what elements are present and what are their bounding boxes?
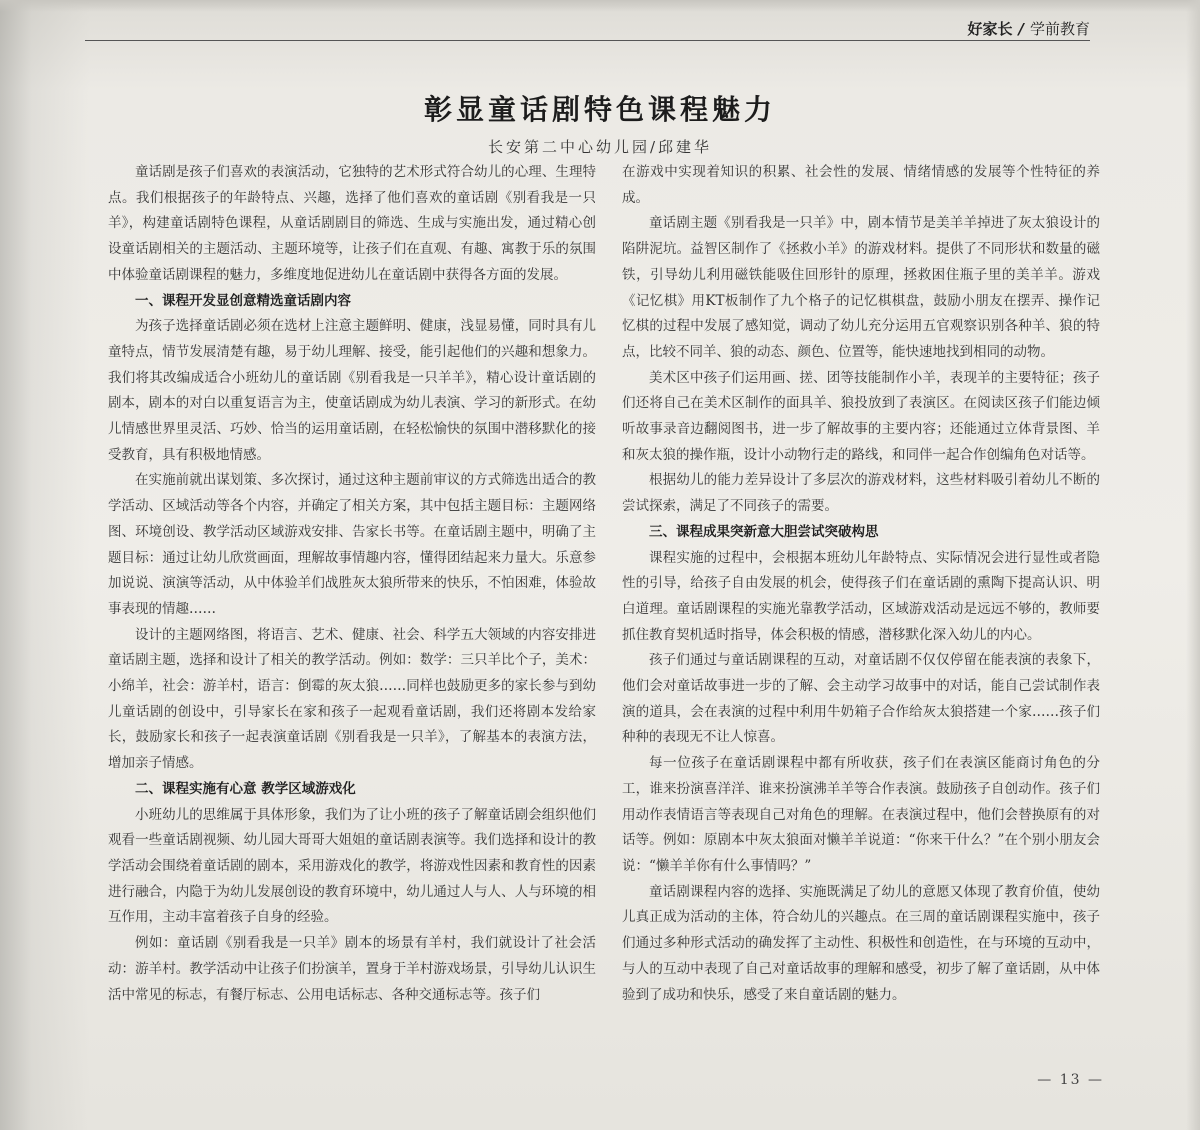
running-header <box>967 18 1090 39</box>
magazine-name: 好家长 <box>967 20 1013 38</box>
section-name: 学前教育 <box>1029 20 1090 38</box>
paragraph: 课程实施的过程中，会根据本班幼儿年龄特点、实际情况会进行显性或者隐性的引导，给孩子自由发展的机会，使得孩子们在童话剧的熏陶下提高认识、明白道理。童话剧课程的实施光靠教学活动，区域游戏活动是远远不够的，教师要抓住教育契机适时指导，体会积极的情感，潜移默化深入幼儿的内心。 <box>622 549 1100 643</box>
paragraph: 设计的主题网络图，将语言、艺术、健康、社会、科学五大领域的内容安排进童话剧主题，选择和设计了相关的教学活动。例如：数学：三只羊比个子，美术：小绵羊，社会：游羊村，语言：倒霉的灰太狼……同样也鼓励更多的家长参与到幼儿童话剧的创设中，引导家长在家和孩子一起观看童话剧，我们还将剧本发给家长，鼓励家长和孩子一起表演童话剧《别看我是一只羊》，了解基本的表演方法，增加亲子情感。 <box>108 626 596 772</box>
paragraph: 为孩子选择童话剧必须在选材上注意主题鲜明、健康，浅显易懂，同时具有儿童特点，情节发展清楚有趣，易于幼儿理解、接受，能引起他们的兴趣和想象力。我们将其改编成适合小班幼儿的童话剧《别看我是一只羊羊》，精心设计童话剧的剧本，剧本的对白以重复语言为主，使童话剧成为幼儿表演、学习的新形式。在幼儿情感世界里灵活、巧妙、恰当的运用童话剧，在轻松愉快的氛围中潜移默化的接受教育，具有积极地情感。 <box>108 318 596 463</box>
paragraph: 例如：童话剧《别看我是一只羊》剧本的场景有羊村，我们就设计了社会活动：游羊村。教学活动中让孩子们扮演羊，置身于羊村游戏场景，引导幼儿认识生活中常见的标志，有餐厅标志、公用电话标志、各种交通标志等。孩子们 <box>108 935 596 1003</box>
section-heading-1: 一、课程开发显创意精选童话剧内容 <box>135 292 351 309</box>
intro-paragraph: 童话剧是孩子们喜欢的表演活动，它独特的艺术形式符合幼儿的心理、生理特点。我们根据孩子的年龄特点、兴趣，选择了他们喜欢的童话剧《别看我是一只羊》，构建童话剧特色课程，从童话剧剧目的筛选、生成与实施出发，通过精心创设童话剧相关的主题活动、主题环境等，让孩子们在直观、有趣、寓教于乐的氛围中体验童话剧课程的魅力，多维度地促进幼儿在童话剧中获得各方面的发展。 <box>108 164 596 283</box>
article-byline: 长安第二中心幼儿园/邱建华 <box>487 138 713 156</box>
paragraph: 每一位孩子在童话剧课程中都有所收获，孩子们在表演区能商讨角色的分工，谁来扮演喜洋洋、谁来扮演沸羊羊等合作表演。鼓励孩子自创动作。孩子们用动作表情语言等表现自己对角色的理解。在表演过程中，他们会替换原有的对话等。例如：原剧本中灰太狼面对懒羊羊说道：“你来干什么？”在个别小朋友会说：“懒羊羊你有什么事情吗？” <box>622 755 1100 874</box>
section-heading-3: 三、课程成果突新意大胆尝试突破构思 <box>649 523 879 540</box>
paragraph: 孩子们通过与童话剧课程的互动，对童话剧不仅仅停留在能表演的表象下，他们会对童话故事进一步的了解、会主动学习故事中的对话，能自己尝试制作表演的道具，会在表演的过程中利用牛奶箱子合作给灰太狼搭建一个家……孩子们种种的表现无不让人惊喜。 <box>622 652 1100 746</box>
paragraph: 童话剧主题《别看我是一只羊》中，剧本情节是美羊羊掉进了灰太狼设计的陷阱泥坑。益智区制作了《拯救小羊》的游戏材料。提供了不同形状和数量的磁铁，引导幼儿利用磁铁能吸住回形针的原理，拯救困住瓶子里的美羊羊。游戏《记忆棋》用KT板制作了九个格子的记忆棋棋盘，鼓励小朋友在摆弄、操作记忆棋的过程中发展了感知觉，调动了幼儿充分运用五官观察识别各种羊、狼的特点，比较不同羊、狼的动态、颜色、位置等，能快速地找到相同的动物。 <box>622 215 1100 360</box>
continued-paragraph: 在游戏中实现着知识的积累、社会性的发展、情绪情感的发展等个性特征的养成。 <box>622 164 1100 206</box>
paragraph: 童话剧课程内容的选择、实施既满足了幼儿的意愿又体现了教育价值，使幼儿真正成为活动的主体，符合幼儿的兴趣点。在三周的童话剧课程实施中，孩子们通过多种形式活动的确发挥了主动性、积极性和创造性，在与环境的互动中，与人的互动中表现了自己对童话故事的理解和感受，初步了解了童话剧，从中体验到了成功和快乐，感受了来自童话剧的魅力。 <box>622 883 1100 1003</box>
binding-shadow <box>0 0 90 1130</box>
paragraph: 小班幼儿的思维属于具体形象，我们为了让小班的孩子了解童话剧会组织他们观看一些童话剧视频、幼儿园大哥哥大姐姐的童话剧表演等。我们选择和设计的教学活动会围绕着童话剧的剧本，采用游戏化的教学，将游戏性因素和教育性的因素进行融合，内隐于为幼儿发展创设的教育环境中，幼儿通过人与人、人与环境的相互作用，主动丰富着孩子自身的经验。 <box>108 806 596 926</box>
article-title: 彰显童话剧特色课程魅力 <box>423 93 776 126</box>
paragraph: 根据幼儿的能力差异设计了多层次的游戏材料，这些材料吸引着幼儿不断的尝试探索，满足了不同孩子的需要。 <box>622 472 1100 515</box>
left-column <box>108 160 596 1008</box>
right-column <box>622 160 1100 1008</box>
paragraph: 美术区中孩子们运用画、搓、团等技能制作小羊，表现羊的主要特征；孩子们还将自己在美术区制作的面具羊、狼投放到了表演区。在阅读区孩子们能边倾听故事录音边翻阅图书，进一步了解故事的主要内容；还能通过立体背景图、羊和灰太狼的操作瓶，设计小动物行走的路线，和同伴一起合作创编角色对话等。 <box>622 369 1100 463</box>
header-separator: / <box>1018 20 1024 38</box>
page-top-edge <box>0 0 1200 12</box>
header-rule <box>85 40 1090 41</box>
section-heading-2: 二、课程实施有心意 教学区域游戏化 <box>135 780 356 797</box>
page-right-edge <box>1186 0 1200 1130</box>
paragraph: 在实施前就出谋划策、多次探讨，通过这种主题前审议的方式筛选出适合的教学活动、区域活动等各个内容，并确定了相关方案，其中包括主题目标：主题网络图、环境创设、教学活动区域游戏安排、告家长书等。在童话剧主题中，明确了主题目标：通过让幼儿欣赏画面，理解故事情趣内容，懂得团结起来力量大。乐意参加说说、演演等活动，从中体验羊们战胜灰太狼所带来的快乐，不怕困难，体验故事表现的情趣…… <box>108 472 596 617</box>
page-number: — 13 — <box>1037 1072 1104 1088</box>
